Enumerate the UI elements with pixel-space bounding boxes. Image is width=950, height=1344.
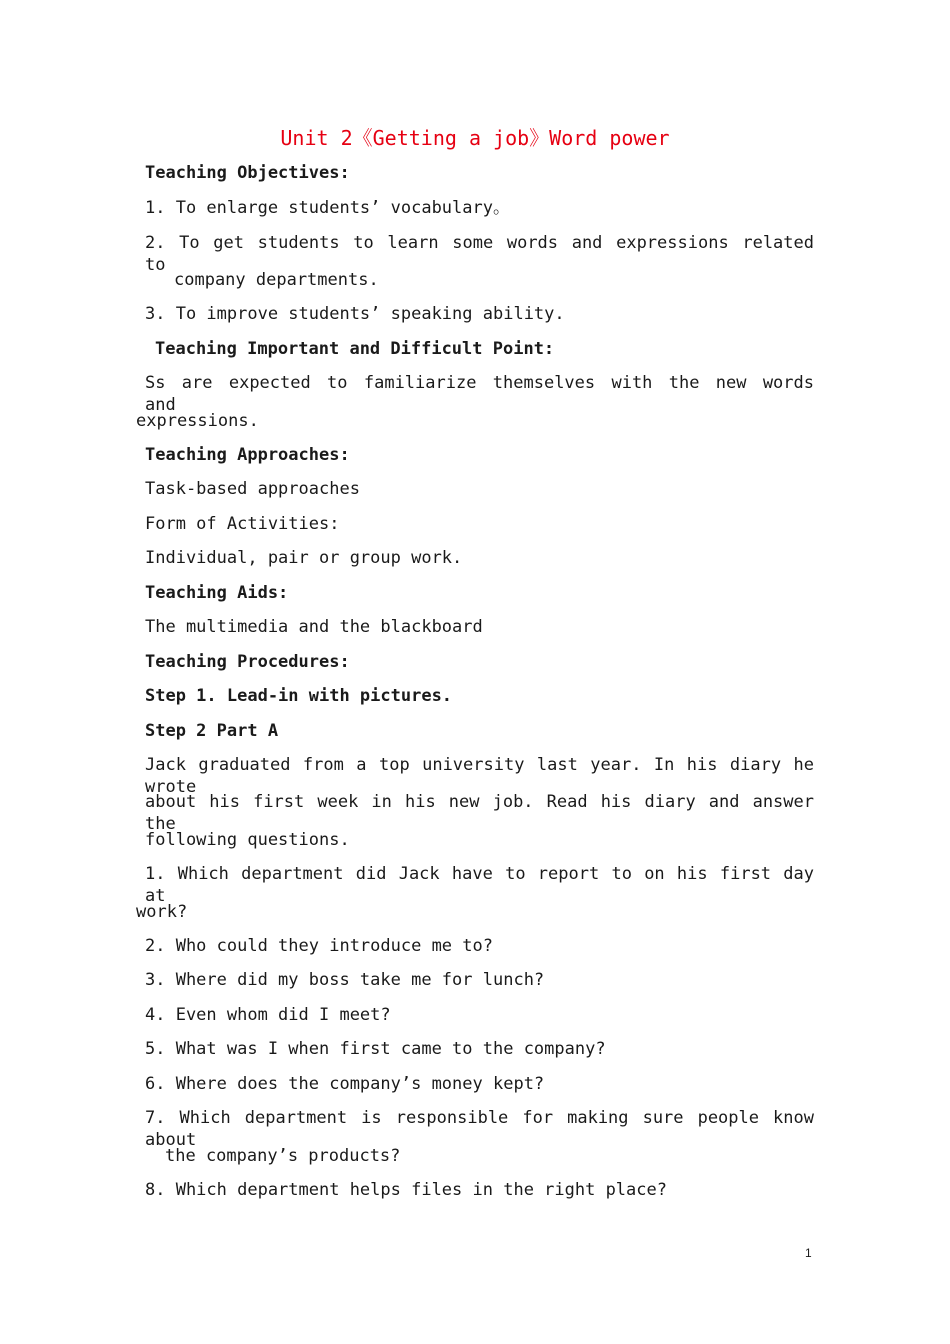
question-8: 8. Which department helps files in the right place? (145, 1180, 667, 1200)
objective-item-1: 1. To enlarge students’ vocabulary。 (145, 198, 510, 218)
step-2-intro-3: following questions. (145, 830, 350, 850)
important-point-text: Ss are expected to familiarize themselves with the new words and (145, 373, 814, 415)
question-1: 1. Which department did Jack have to report to on his first day at (145, 864, 814, 906)
question-7: 7. Which department is responsible for making sure people know about (145, 1108, 814, 1150)
aids-heading: Teaching Aids: (145, 583, 289, 603)
objective-item-3: 3. To improve students’ speaking ability. (145, 304, 565, 324)
question-5: 5. What was I when first came to the company? (145, 1039, 606, 1059)
step-2: Step 2 Part A (145, 721, 279, 741)
approaches-line-3: Individual, pair or group work. (145, 548, 463, 568)
important-point-text-cont: expressions. (136, 411, 259, 431)
question-3: 3. Where did my boss take me for lunch? (145, 970, 545, 990)
question-2: 2. Who could they introduce me to? (145, 936, 493, 956)
objective-item-2: 2. To get students to learn some words and expressions related to (145, 233, 814, 275)
question-6: 6. Where does the company’s money kept? (145, 1074, 545, 1094)
step-1: Step 1. Lead-in with pictures. (145, 686, 453, 706)
question-4: 4. Even whom did I meet? (145, 1005, 391, 1025)
question-7-cont: the company’s products? (165, 1146, 401, 1166)
objectives-heading: Teaching Objectives: (145, 163, 350, 183)
objective-item-2-cont: company departments. (174, 270, 379, 290)
aids-text: The multimedia and the blackboard (145, 617, 483, 637)
procedures-heading: Teaching Procedures: (145, 652, 350, 672)
question-1-cont: work? (136, 902, 188, 922)
step-2-intro-2: about his first week in his new job. Read his diary and answer the (145, 792, 814, 834)
approaches-heading: Teaching Approaches: (145, 445, 350, 465)
approaches-line-1: Task-based approaches (145, 479, 360, 499)
step-2-intro-1: Jack graduated from a top university last year. In his diary he wrote (145, 755, 814, 797)
important-point-heading: Teaching Important and Difficult Point: (155, 339, 555, 359)
page-number: 1 (805, 1246, 812, 1260)
page-title: Unit 2《Getting a job》Word power (280, 126, 670, 150)
approaches-line-2: Form of Activities: (145, 514, 340, 534)
